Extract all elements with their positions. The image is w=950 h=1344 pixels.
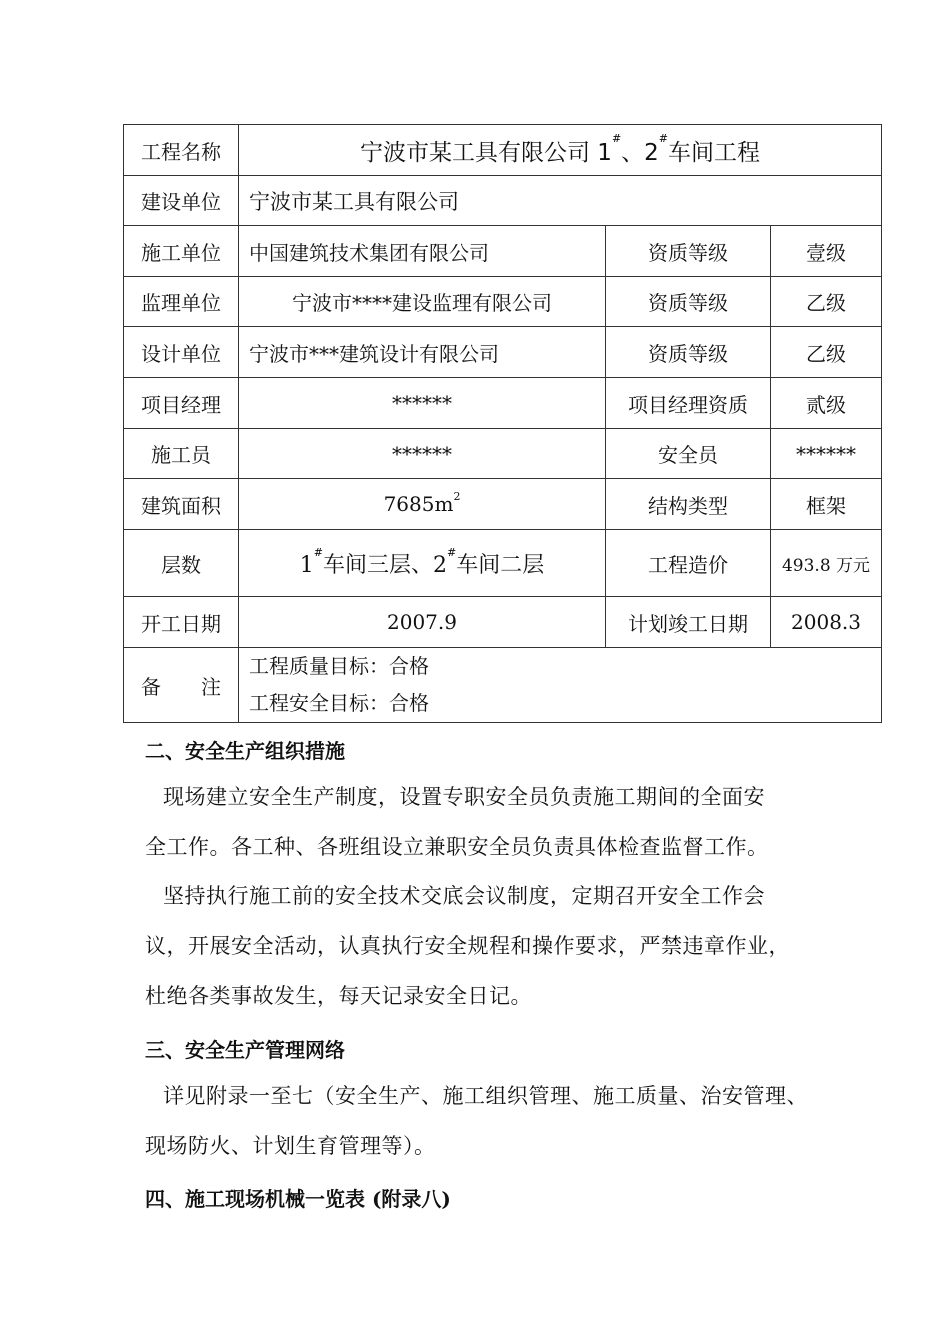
cost-label: 工程造价: [606, 530, 771, 597]
constructor-label: 施工单位: [124, 226, 239, 277]
remarks-value: [239, 648, 882, 723]
pm-label: 项目经理: [124, 378, 239, 429]
paragraph-line: 详见附录一至七（安全生产、施工组织管理、施工质量、治安管理、: [163, 1084, 808, 1108]
finish-date-value: 2008.3: [771, 597, 882, 648]
builder-label: 建设单位: [124, 176, 239, 226]
area-label: 建筑面积: [124, 479, 239, 530]
row-remarks: [124, 648, 882, 723]
section-4-heading: 四、施工现场机械一览表 (附录八): [145, 1187, 451, 1211]
paragraph-line: 议，开展安全活动，认真执行安全规程和操作要求，严禁违章作业，: [145, 934, 790, 958]
row-dates: [124, 597, 882, 648]
remarks-label: 备 注: [124, 648, 239, 723]
project-name-label: 工程名称: [124, 125, 239, 176]
row-area: [124, 479, 882, 530]
safety-officer-label: 安全员: [606, 429, 771, 479]
finish-date-label: 计划竣工日期: [606, 597, 771, 648]
start-date-value: 2007.9: [239, 597, 606, 648]
row-supervisor: [124, 277, 882, 327]
worker-value: ******: [239, 429, 606, 479]
constructor-qualification: 壹级: [771, 226, 882, 277]
qualification-label: 资质等级: [606, 226, 771, 277]
designer-value: 宁波市***建筑设计有限公司: [239, 327, 606, 378]
pm-qualification-label: 项目经理资质: [606, 378, 771, 429]
section-3-paragraph: [145, 1071, 845, 1171]
row-staff: [124, 429, 882, 479]
qualification-label: 资质等级: [606, 277, 771, 327]
supervisor-label: 监理单位: [124, 277, 239, 327]
paragraph-line: 现场建立安全生产制度，设置专职安全员负责施工期间的全面安: [163, 785, 765, 809]
safety-officer-value: ******: [771, 429, 882, 479]
row-floors: [124, 530, 882, 597]
start-date-label: 开工日期: [124, 597, 239, 648]
worker-label: 施工员: [124, 429, 239, 479]
project-info-table: [123, 124, 882, 723]
section-3-heading: 三、安全生产管理网络: [145, 1038, 345, 1062]
structure-label: 结构类型: [606, 479, 771, 530]
designer-qualification: 乙级: [771, 327, 882, 378]
row-constructor: [124, 226, 882, 277]
row-designer: [124, 327, 882, 378]
project-name-value: 宁波市某工具有限公司 1#、2#车间工程: [239, 125, 882, 176]
pm-value: ******: [239, 378, 606, 429]
section-2-paragraph-2: [145, 871, 845, 1021]
section-2-heading: 二、安全生产组织措施: [145, 739, 345, 763]
supervisor-qualification: 乙级: [771, 277, 882, 327]
row-project-manager: [124, 378, 882, 429]
qualification-label: 资质等级: [606, 327, 771, 378]
designer-label: 设计单位: [124, 327, 239, 378]
area-value: $7685m^2$: [239, 479, 606, 530]
row-project-name: [124, 125, 882, 176]
quality-target: 工程质量目标：合格: [249, 654, 429, 678]
paragraph-line: 杜绝各类事故发生，每天记录安全日记。: [145, 984, 532, 1008]
paragraph-line: 全工作。各工种、各班组设立兼职安全员负责具体检查监督工作。: [145, 835, 769, 859]
supervisor-value: 宁波市****建设监理有限公司: [239, 277, 606, 327]
floors-value: 1#车间三层、2#车间二层: [239, 530, 606, 597]
row-builder: [124, 176, 882, 226]
safety-target: 工程安全目标：合格: [249, 691, 429, 715]
section-2-paragraph-1: [145, 772, 845, 872]
paragraph-line: 坚持执行施工前的安全技术交底会议制度，定期召开安全工作会: [163, 884, 765, 908]
cost-value: 493.8 万元: [771, 530, 882, 597]
pm-qualification-value: 贰级: [771, 378, 882, 429]
structure-value: 框架: [771, 479, 882, 530]
constructor-value: 中国建筑技术集团有限公司: [239, 226, 606, 277]
builder-value: 宁波市某工具有限公司: [239, 176, 882, 226]
floors-label: 层数: [124, 530, 239, 597]
paragraph-line: 现场防火、计划生育管理等）。: [145, 1134, 436, 1158]
